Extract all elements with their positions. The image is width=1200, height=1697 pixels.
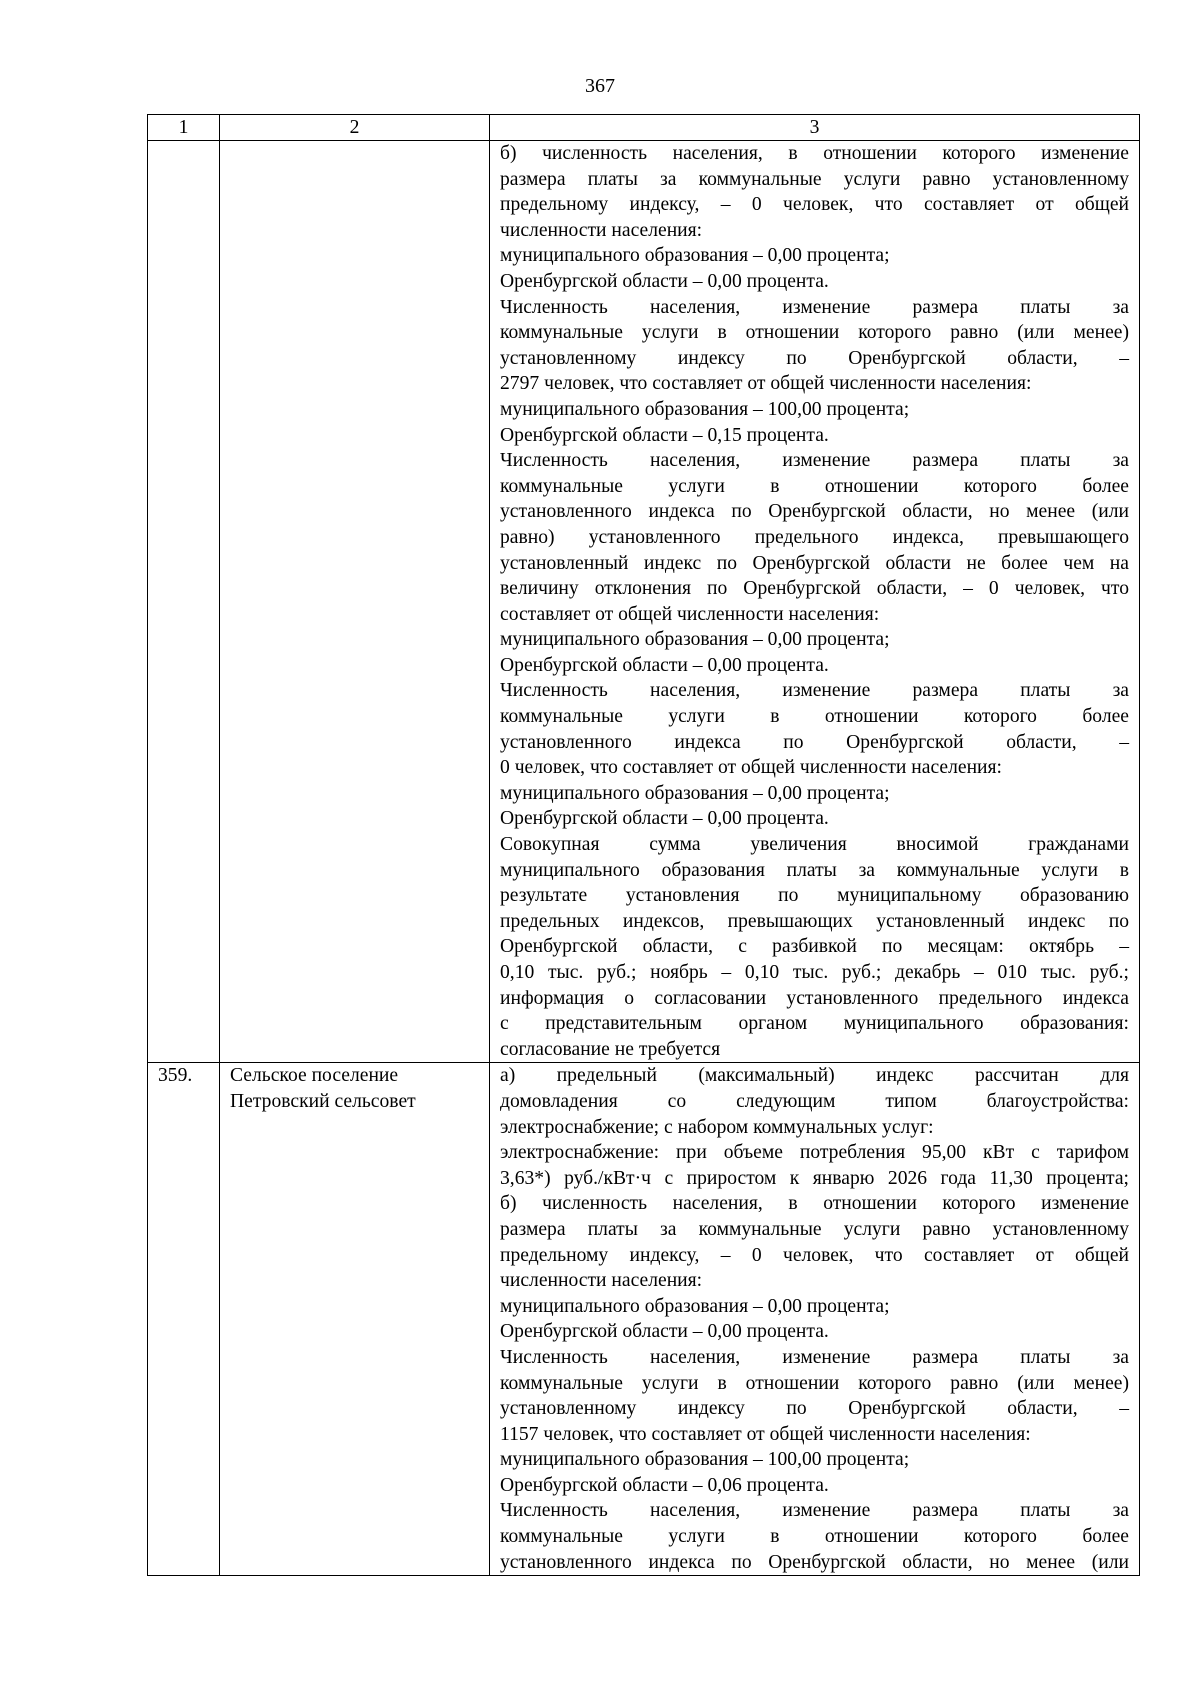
text-line: муниципального образования – 100,00 процента; bbox=[500, 1449, 910, 1471]
text-line: согласование не требуется bbox=[500, 1038, 721, 1060]
header-cell-3: 3 bbox=[490, 115, 1140, 141]
table-row-continued bbox=[148, 141, 1140, 1063]
text-line: установленному индексу по Оренбургской области, – bbox=[500, 1398, 1129, 1420]
text-line: муниципального образования – 0,00 процента; bbox=[500, 629, 890, 651]
text-line: результате установления по муниципальному образованию bbox=[500, 885, 1129, 907]
text-line: коммунальные услуги в отношении которого равно (или менее) bbox=[500, 322, 1129, 344]
text-line: коммунальные услуги в отношении которого более bbox=[500, 706, 1129, 728]
text-line: предельных индексов, превышающих установленный индекс по bbox=[500, 910, 1129, 932]
text-line: Численность населения, изменение размера платы за bbox=[500, 1500, 1129, 1522]
document-table bbox=[147, 114, 1140, 1576]
indicator-text-cell bbox=[490, 1063, 1140, 1576]
text-line: 0,10 тыс. руб.; ноябрь – 0,10 тыс. руб.; декабрь – 010 тыс. руб.; bbox=[500, 962, 1129, 983]
text-line: размера платы за коммунальные услуги равно установленному bbox=[500, 1218, 1129, 1240]
text-line: 1157 человек, что составляет от общей численности населения: bbox=[500, 1423, 1031, 1445]
text-line: Оренбургской области – 0,00 процента. bbox=[500, 270, 829, 292]
text-line: размера платы за коммунальные услуги равно установленному bbox=[500, 168, 1129, 190]
municipality-name-line: Сельское поселение bbox=[230, 1065, 399, 1087]
text-line: установленного индекса по Оренбургской области, но менее (или bbox=[500, 1551, 1129, 1573]
indicator-text-cell bbox=[490, 141, 1140, 1063]
municipality-name-cell bbox=[220, 1063, 490, 1576]
text-line: установленного индекса по Оренбургской области, – bbox=[500, 731, 1129, 753]
text-line: Оренбургской области – 0,00 процента. bbox=[500, 654, 829, 676]
text-line: Оренбургской области, с разбивкой по месяцам: октябрь – bbox=[500, 936, 1129, 958]
header-cell-2: 2 bbox=[220, 115, 490, 141]
text-line: с представительным органом муниципального образования: bbox=[500, 1013, 1129, 1035]
text-line: предельному индексу, – 0 человек, что составляет от общей bbox=[500, 1244, 1129, 1266]
text-line: Оренбургской области – 0,00 процента. bbox=[500, 808, 829, 830]
page-number: 367 bbox=[585, 75, 615, 97]
row-number-cell: 359. bbox=[148, 1063, 220, 1576]
text-line: Численность населения, изменение размера платы за bbox=[500, 1346, 1129, 1368]
text-line: 3,63*) руб./кВт·ч с приростом к январю 2026 года 11,30 процента; bbox=[500, 1167, 1129, 1189]
text-line: установленному индексу по Оренбургской области, – bbox=[500, 347, 1129, 369]
text-line: электроснабжение: при объеме потребления 95,00 кВт с тарифом bbox=[500, 1142, 1129, 1164]
text-line: б) численность населения, в отношении которого изменение bbox=[500, 143, 1129, 164]
text-line: 0 человек, что составляет от общей численности населения: bbox=[500, 757, 1003, 779]
text-line: б) численность населения, в отношении которого изменение bbox=[500, 1193, 1129, 1215]
table-row-359 bbox=[148, 1063, 1140, 1576]
text-line: Численность населения, изменение размера платы за bbox=[500, 680, 1129, 702]
text-line: Оренбургской области – 0,00 процента. bbox=[500, 1321, 829, 1343]
text-line: электроснабжение; с набором коммунальных услуг: bbox=[500, 1116, 934, 1138]
text-line: муниципального образования платы за коммунальные услуги в bbox=[500, 859, 1129, 881]
text-line: Оренбургской области – 0,06 процента. bbox=[500, 1474, 829, 1496]
text-line: коммунальные услуги в отношении которого равно (или менее) bbox=[500, 1372, 1129, 1394]
text-line: численности населения: bbox=[500, 219, 703, 241]
municipality-name-line: Петровский сельсовет bbox=[230, 1090, 416, 1112]
row-number-cell bbox=[148, 141, 220, 1063]
text-line: численности населения: bbox=[500, 1270, 703, 1292]
text-line: величину отклонения по Оренбургской области, – 0 человек, что bbox=[500, 578, 1129, 600]
text-line: муниципального образования – 100,00 процента; bbox=[500, 398, 910, 420]
text-line: Численность населения, изменение размера платы за bbox=[500, 450, 1129, 472]
text-line: а) предельный (максимальный) индекс рассчитан для bbox=[500, 1065, 1129, 1087]
text-line: муниципального образования – 0,00 процента; bbox=[500, 782, 890, 804]
text-line: установленный индекс по Оренбургской области не более чем на bbox=[500, 552, 1129, 574]
text-line: Совокупная сумма увеличения вносимой гражданами bbox=[500, 834, 1129, 856]
text-line: информация о согласовании установленного предельного индекса bbox=[500, 987, 1129, 1009]
text-line: муниципального образования – 0,00 процента; bbox=[500, 245, 890, 267]
text-line: предельному индексу, – 0 человек, что составляет от общей bbox=[500, 194, 1129, 216]
header-cell-1: 1 bbox=[148, 115, 220, 141]
text-line: 2797 человек, что составляет от общей численности населения: bbox=[500, 373, 1032, 395]
text-line: муниципального образования – 0,00 процента; bbox=[500, 1295, 890, 1317]
text-line: Оренбургской области – 0,15 процента. bbox=[500, 424, 829, 446]
text-line: составляет от общей численности населения: bbox=[500, 603, 880, 625]
text-line: коммунальные услуги в отношении которого более bbox=[500, 1526, 1129, 1548]
text-line: установленного индекса по Оренбургской области, но менее (или bbox=[500, 501, 1129, 523]
municipality-name-cell bbox=[220, 141, 490, 1063]
text-line: Численность населения, изменение размера платы за bbox=[500, 296, 1129, 318]
text-line: равно) установленного предельного индекса, превышающего bbox=[500, 526, 1129, 548]
header-row bbox=[148, 115, 1140, 141]
text-line: коммунальные услуги в отношении которого более bbox=[500, 475, 1129, 497]
text-line: домовладения со следующим типом благоустройства: bbox=[500, 1090, 1129, 1112]
